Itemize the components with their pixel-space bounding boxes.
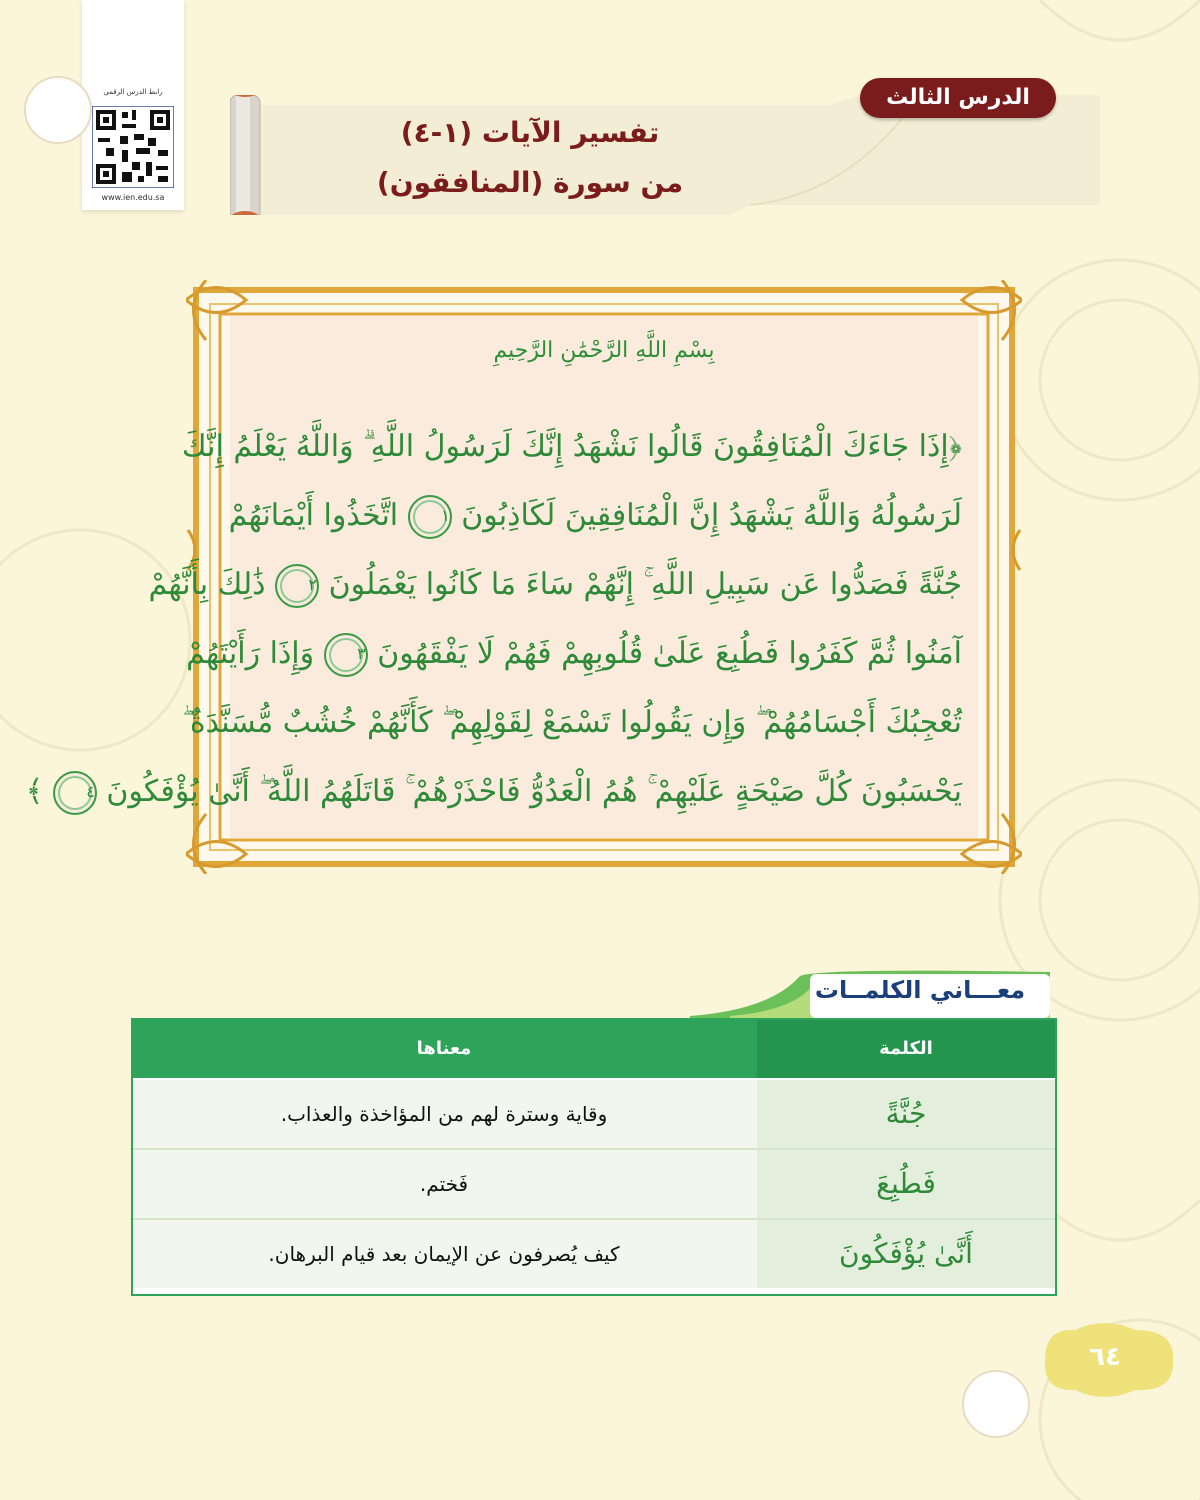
qr-caption: رابط الدرس الرقمي [103,88,163,96]
qr-url[interactable]: www.ien.edu.sa [101,193,165,202]
verse-line [186,619,962,688]
verse-text: وَإِذَا رَأَيْتَهُمْ [186,636,315,671]
table-row [133,1080,1055,1148]
verse-text: تُعْجِبُكَ أَجْسَامُهُمْ ۖ وَإِن يَقُولُوا تَسْمَعْ لِقَوْلِهِمْ ۖ كَأَنَّهُمْ خُشُبٌ مُّسَنَّدَةٌ ۖ [182,705,962,740]
verse-line [182,688,962,757]
verse-text: يَحْسَبُونَ كُلَّ صَيْحَةٍ عَلَيْهِمْ ۚ هُمُ الْعَدُوُّ فَاحْذَرْهُمْ ۚ قَاتَلَهُمُ اللَّهُ ۖ أَنَّىٰ يُؤْفَكُونَ [106,774,962,809]
table-header [133,1020,1055,1078]
ayah-number-mark: ٤ [53,771,97,815]
word-cell: جُنَّةً [757,1080,1055,1148]
ayah-number-mark: ١ [408,495,452,539]
lesson-title: تفسير الآيات (١-٤) [400,116,660,149]
quran-text-panel [25,316,978,838]
vocab-section-title: معـــاني الكلمــات [814,976,1026,1004]
vocab-table [131,1018,1057,1296]
table-row [133,1150,1055,1218]
verse-text: ﴾ [25,774,44,809]
verse-text: لَرَسُولُهُ وَاللَّهُ يَشْهَدُ إِنَّ الْمُنَافِقِينَ لَكَاذِبُونَ [461,498,962,533]
qr-code-icon[interactable] [92,106,174,188]
word-cell: فَطُبِعَ [757,1150,1055,1218]
column-header-meaning: معناها [416,1038,472,1059]
verse-line [228,481,962,550]
verse-line [148,550,962,619]
table-row [133,1220,1055,1288]
qr-card[interactable] [82,0,184,210]
word-cell: أَنَّىٰ يُؤْفَكُونَ [757,1220,1055,1288]
verse-line [25,757,962,826]
lesson-subtitle: من سورة (المنافقون) [376,166,684,199]
meaning-cell: فَختم. [419,1172,469,1196]
column-header-word: الكلمة [757,1020,1055,1078]
verse-text: جُنَّةً فَصَدُّوا عَن سَبِيلِ اللَّهِ ۚ إِنَّهُمْ سَاءَ مَا كَانُوا يَعْمَلُونَ [328,567,962,602]
lesson-badge: الدرس الثالث [860,78,1056,118]
page-number: ٦٤ [1089,1342,1121,1372]
watermark-logo-icon [962,1370,1030,1438]
verse-text: اتَّخَذُوا أَيْمَانَهُمْ [228,498,399,533]
verse-text: ذَٰلِكَ بِأَنَّهُمْ [148,567,266,602]
verse-line [181,412,962,481]
verse-text: ﴿إِذَا جَاءَكَ الْمُنَافِقُونَ قَالُوا نَشْهَدُ إِنَّكَ لَرَسُولُ اللَّهِ ۗ وَاللَّهُ يَعْلَمُ إِنَّكَ [181,429,962,464]
verses [25,412,962,826]
watermark-logo-icon [24,76,92,144]
basmala: بِسْمِ اللَّهِ الرَّحْمَٰنِ الرَّحِيمِ [493,338,715,363]
ayah-number-mark: ٣ [324,633,368,677]
meaning-cell: وقاية وسترة لهم من المؤاخذة والعذاب. [280,1102,608,1126]
meaning-cell: كيف يُصرفون عن الإيمان بعد قيام البرهان. [268,1242,620,1266]
verse-text: آمَنُوا ثُمَّ كَفَرُوا فَطُبِعَ عَلَىٰ قُلُوبِهِمْ فَهُمْ لَا يَفْقَهُونَ [377,636,962,671]
ayah-number-mark: ٢ [275,564,319,608]
